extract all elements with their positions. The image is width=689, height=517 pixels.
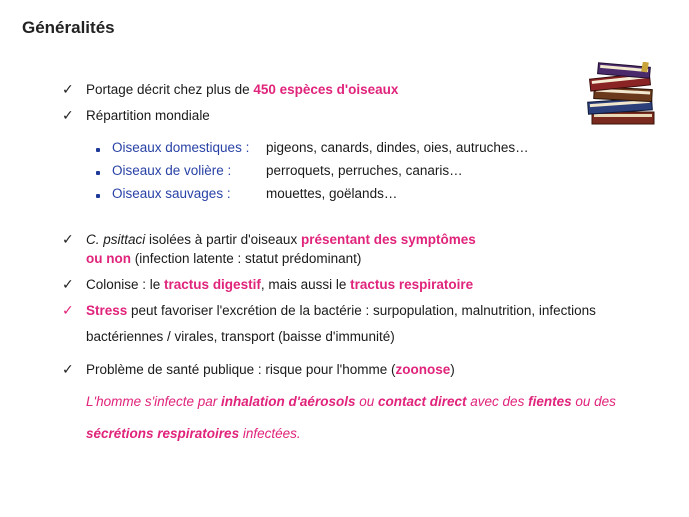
sub-value: pigeons, canards, dindes, oies, autruches…	[266, 140, 529, 155]
homme-b: inhalation d'aérosols	[220, 394, 356, 409]
homme-a: L'homme s'infecte par	[86, 394, 221, 409]
bullet-icon	[96, 148, 100, 152]
portage-line	[86, 81, 398, 99]
stress-line2: bactériennes / virales, transport (baisse d'immunité)	[86, 329, 395, 344]
homme-d: contact direct	[378, 394, 467, 409]
page-title: Généralités	[22, 18, 115, 37]
probleme-suffix: )	[450, 362, 455, 377]
stress-text: peut favoriser l'excrétion de la bactérie : surpopulation, malnutrition, infections	[127, 303, 596, 318]
stress-highlight: Stress	[86, 303, 128, 318]
sub-label: Oiseaux domestiques :	[112, 140, 250, 155]
portage-highlight: 450 espèces d'oiseaux	[253, 82, 399, 97]
colonise-prefix: Colonise : le	[86, 277, 165, 292]
homme-e: avec des	[466, 394, 529, 409]
check-icon: ✓	[62, 361, 74, 377]
check-icon: ✓	[62, 231, 74, 247]
bullet-icon	[96, 171, 100, 175]
stress-line	[86, 302, 596, 320]
check-icon: ✓	[62, 276, 74, 292]
sub-label: Oiseaux sauvages :	[112, 186, 231, 201]
probleme-highlight: zoonose	[395, 362, 451, 377]
probleme-prefix: Problème de santé publique : risque pour l'homme (	[86, 362, 396, 377]
sub-label: Oiseaux de volière :	[112, 163, 232, 178]
homme-line	[86, 393, 616, 411]
homme-c: ou	[355, 394, 378, 409]
homme-f: fientes	[528, 394, 572, 409]
books-icon	[582, 62, 664, 128]
check-icon: ✓	[62, 302, 74, 318]
portage-text: Portage décrit chez plus de	[86, 82, 254, 97]
colonise-mid: , mais aussi le	[260, 277, 351, 292]
repartition-line: Répartition mondiale	[86, 108, 210, 123]
colonise-line	[86, 276, 473, 294]
psittaci-line2	[86, 250, 361, 268]
psittaci-highlight2: ou non	[86, 251, 131, 266]
colonise-h2: tractus respiratoire	[350, 277, 474, 292]
homme-h: sécrétions respiratoires	[86, 426, 240, 441]
psittaci-rest: (infection latente : statut prédominant)	[130, 251, 362, 266]
sub-value: perroquets, perruches, canaris…	[266, 163, 463, 178]
check-icon: ✓	[62, 107, 74, 123]
homme-line2	[86, 425, 301, 443]
psittaci-highlight1: présentant des symptômes	[300, 232, 476, 247]
bullet-icon	[96, 194, 100, 198]
sub-value: mouettes, goëlands…	[266, 186, 398, 201]
colonise-h1: tractus digestif	[164, 277, 261, 292]
psittaci-line	[86, 231, 476, 249]
psittaci-italic: C. psittaci	[86, 232, 146, 247]
psittaci-text: isolées à partir d'oiseaux	[145, 232, 301, 247]
check-icon: ✓	[62, 81, 74, 97]
homme-i: infectées.	[239, 426, 301, 441]
probleme-line	[86, 361, 455, 379]
homme-g: ou des	[571, 394, 616, 409]
